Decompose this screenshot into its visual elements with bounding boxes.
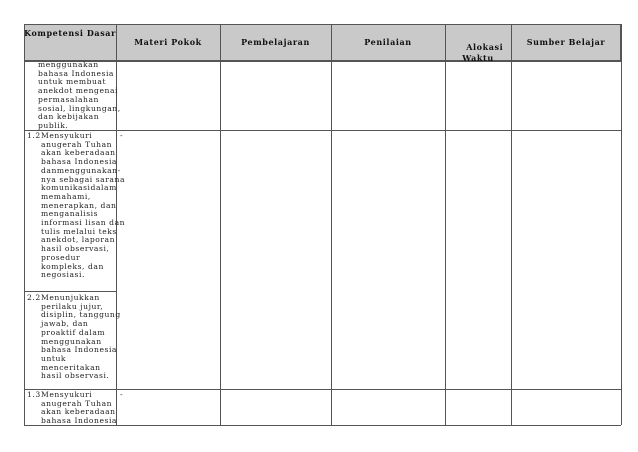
kd-1-2-materi: -	[120, 131, 124, 140]
header-sumber-belajar: Sumber Belajar	[526, 37, 606, 47]
kd-2-2-number: 2.2	[27, 293, 41, 302]
col-line-5	[511, 24, 512, 425]
col-line-0	[24, 24, 25, 425]
header-materi-pokok: Materi Pokok	[134, 37, 202, 47]
kd-1-3-number: 1.3	[27, 390, 41, 399]
header-penilaian: Penilaian	[364, 37, 412, 47]
col-line-3	[331, 24, 332, 425]
kd-2-2-text: Menunjukkan perilaku jujur, disiplin, tanggung jawab, dan proaktif dalam menggunakan bahasa Indonesia untuk menceritakan hasil observasi.	[41, 293, 121, 381]
col-line-2	[220, 24, 221, 425]
table-border-top	[24, 24, 621, 25]
kd-continuation-text: menggunakan bahasa Indonesia untuk membuat anekdot mengenai permasalahan sosial, lingkungan, dan kebijakan publik.	[38, 60, 121, 130]
kd-divider	[24, 291, 116, 292]
header-alokasi-waktu: Alokasi Waktu	[462, 42, 504, 63]
kd-1-3-text: Mensyukuri anugerah Tuhan akan keberadaan bahasa Indonesia	[41, 390, 118, 426]
row-divider-3	[24, 389, 621, 390]
col-line-6	[621, 24, 622, 425]
col-line-4	[445, 24, 446, 425]
header-pembelajaran: Pembelajaran	[241, 37, 310, 47]
kd-1-3-materi: -	[120, 390, 124, 399]
header-kompetensi-dasar: Kompetensi Dasar	[24, 28, 116, 38]
kd-1-2-number: 1.2	[27, 131, 41, 140]
kd-1-2-text: Mensyukuri anugerah Tuhan akan keberadaan bahasa Indonesia danmenggunakan- nya sebagai sarana komunikasidalam memahami, menerapkan, dan menganalisis informasi lisan dan tulis melalui teks anekdot, laporan hasil observasi, prosedur kompleks, dan negosiasi.	[41, 131, 126, 280]
